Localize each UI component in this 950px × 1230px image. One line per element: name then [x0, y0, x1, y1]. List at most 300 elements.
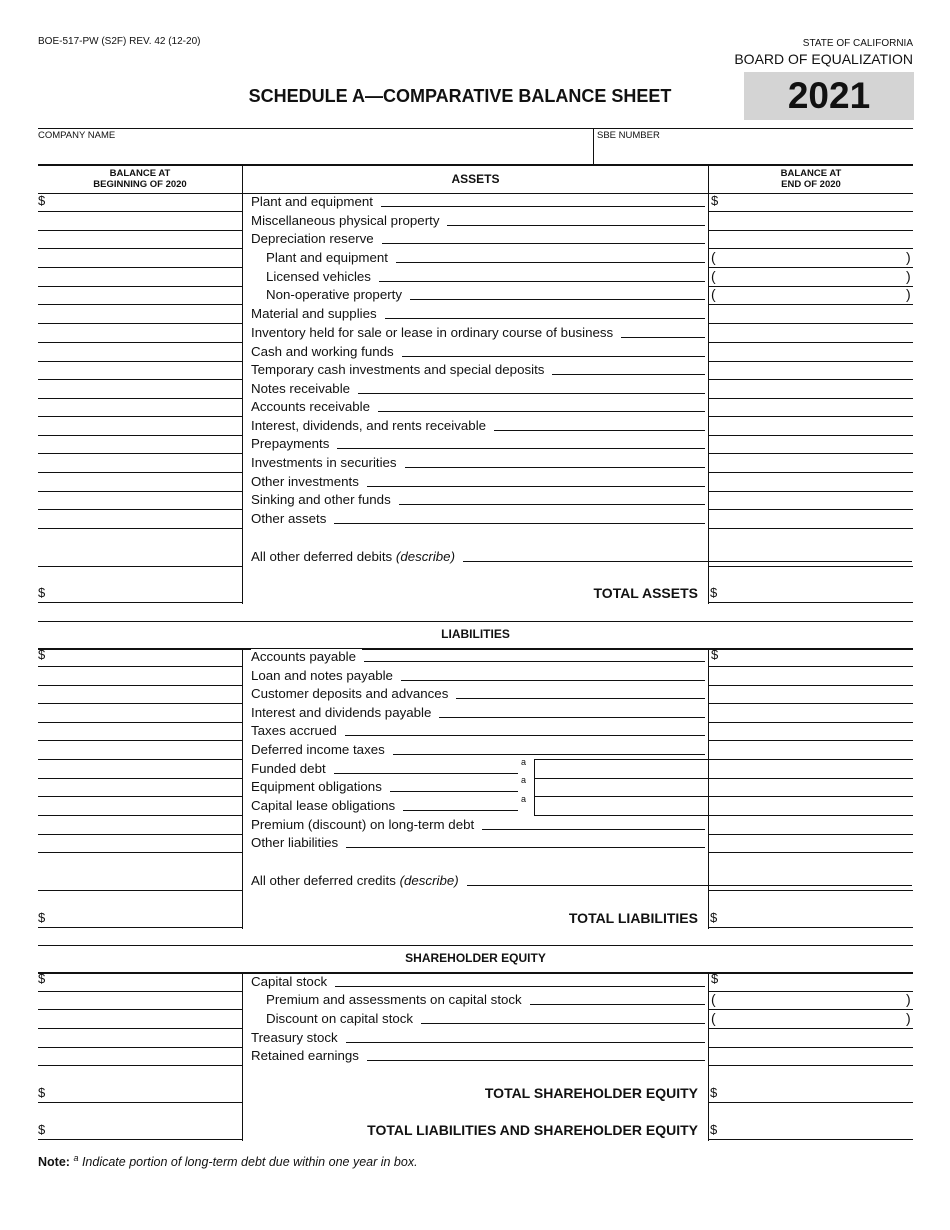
- asset-row-6: [266, 287, 408, 302]
- leader-line: [367, 1060, 705, 1061]
- row-label-text: Premium and assessments on capital stock: [266, 992, 528, 1007]
- form-id: BOE-517-PW (S2F) REV. 42 (12-20): [38, 36, 201, 47]
- total-line: [709, 1102, 913, 1103]
- asset-row-14-begin-input[interactable]: [40, 436, 240, 452]
- row-label-text: Capital lease obligations: [251, 798, 401, 813]
- leader-line: [358, 393, 705, 394]
- paren-close: ): [906, 1010, 911, 1026]
- asset-row-16-begin-input[interactable]: [40, 474, 240, 490]
- row-label-text: Prepayments: [251, 436, 335, 451]
- right-entry-line: [709, 453, 913, 454]
- row-label-text: Interest and dividends payable: [251, 705, 437, 720]
- paren-open: (: [711, 1010, 716, 1026]
- liability-row-10-begin-input[interactable]: [40, 817, 240, 833]
- leader-line: [345, 735, 705, 736]
- dollar-sign: $: [38, 1085, 46, 1100]
- box-divider: [534, 759, 535, 778]
- liabilities-header: LIABILITIES: [441, 627, 510, 641]
- liability-row-9: [251, 798, 401, 813]
- asset-row-7-begin-input[interactable]: [40, 306, 240, 322]
- company-name-label: COMPANY NAME: [38, 130, 116, 141]
- dollar-sign: $: [38, 910, 46, 925]
- row-label-text: Other assets: [251, 511, 332, 526]
- left-column-header: [38, 168, 242, 190]
- leader-line: [467, 885, 912, 886]
- right-entry-line: [709, 267, 913, 268]
- leader-line: [378, 411, 705, 412]
- liability-row-5-begin-input[interactable]: [40, 723, 240, 739]
- row-label-text: Licensed vehicles: [266, 269, 377, 284]
- row-label-text: Deferred income taxes: [251, 742, 391, 757]
- deferred-credits-label: [251, 873, 465, 888]
- leader-line: [334, 773, 518, 774]
- row-label-text: Other liabilities: [251, 835, 344, 850]
- col-divider-left-equity: [242, 972, 243, 1141]
- liabilities-top-rule: [38, 621, 913, 622]
- asset-row-5: [266, 269, 377, 284]
- right-entry-line: [709, 304, 913, 305]
- note-text: Indicate portion of long-term debt due within one year in box.: [81, 1155, 418, 1170]
- left-header-line-2: BEGINNING OF 2020: [93, 179, 187, 190]
- row-label-text: Equipment obligations: [251, 779, 388, 794]
- equity-row-1-begin-input[interactable]: [40, 974, 240, 990]
- asset-row-3-end-input[interactable]: [711, 231, 911, 247]
- right-header-line-2: END OF 2020: [781, 179, 841, 190]
- equity-row-5-begin-input[interactable]: [40, 1048, 240, 1064]
- dollar-sign: $: [710, 1122, 718, 1137]
- board-name: BOARD OF EQUALIZATION: [734, 51, 913, 67]
- leader-line: [393, 754, 705, 755]
- row-label-text: Loan and notes payable: [251, 668, 399, 683]
- asset-row-11-begin-input[interactable]: [40, 381, 240, 397]
- right-entry-line: [709, 703, 913, 704]
- total-equity-begin-input[interactable]: [40, 1085, 240, 1101]
- divider: [593, 128, 594, 164]
- leader-line: [399, 504, 705, 505]
- liability-row-8-end-input[interactable]: [711, 779, 911, 795]
- right-header-line-1: BALANCE AT: [780, 168, 842, 179]
- row-label-text: Retained earnings: [251, 1048, 365, 1063]
- row-label-text: Taxes accrued: [251, 723, 343, 738]
- liability-row-7-end-input[interactable]: [711, 761, 911, 777]
- liability-row-11: [251, 835, 344, 850]
- row-label-text: Temporary cash investments and special deposits: [251, 362, 550, 377]
- liability-row-1-begin-input[interactable]: [40, 649, 240, 665]
- paren-close: ): [906, 249, 911, 265]
- total-liabilities-label: TOTAL LIABILITIES: [568, 910, 698, 926]
- liability-row-6: [251, 742, 391, 757]
- asset-row-9-end-input[interactable]: [711, 344, 911, 360]
- liability-row-4: [251, 705, 437, 720]
- row-label-text: Plant and equipment: [251, 194, 379, 209]
- leader-line: [552, 374, 705, 375]
- row-label-text: Cash and working funds: [251, 344, 400, 359]
- asset-row-8-begin-input[interactable]: [40, 325, 240, 341]
- paren-open: (: [711, 286, 716, 302]
- left-entry-line: [38, 267, 242, 268]
- assets-header: ASSETS: [451, 172, 500, 186]
- leader-line: [337, 448, 705, 449]
- equity-row-4: [251, 1030, 344, 1045]
- leader-line: [346, 847, 705, 848]
- liability-row-7: [251, 761, 332, 776]
- right-entry-line: [709, 1009, 913, 1010]
- row-label-text: Investments in securities: [251, 455, 403, 470]
- asset-row-1-begin-input[interactable]: [40, 194, 240, 210]
- deferred-debits-label: [251, 549, 461, 564]
- leader-line: [385, 318, 705, 319]
- right-entry-line: [709, 472, 913, 473]
- total-line: [38, 1139, 242, 1140]
- liability-row-11-begin-input[interactable]: [40, 835, 240, 851]
- asset-row-2-begin-input[interactable]: [40, 213, 240, 229]
- right-entry-line: [709, 759, 913, 760]
- left-entry-line: [38, 566, 242, 567]
- asset-row-5-end-input[interactable]: [711, 269, 911, 285]
- left-entry-line: [38, 1028, 242, 1029]
- leader-line: [439, 717, 705, 718]
- dollar-sign: $: [38, 647, 46, 662]
- liability-row-11-end-input[interactable]: [711, 835, 911, 851]
- equity-row-1: [251, 974, 333, 989]
- asset-row-11-end-input[interactable]: [711, 381, 911, 397]
- asset-row-3-begin-input[interactable]: [40, 231, 240, 247]
- liability-row-9-end-input[interactable]: [711, 798, 911, 814]
- company-name-field[interactable]: [38, 142, 588, 162]
- asset-row-9-begin-input[interactable]: [40, 344, 240, 360]
- right-entry-line: [709, 416, 913, 417]
- total-line: [709, 602, 913, 603]
- year-box: 2021: [744, 72, 914, 120]
- col-divider-right-liab: [708, 648, 709, 929]
- asset-row-15-begin-input[interactable]: [40, 455, 240, 471]
- liability-row-5-end-input[interactable]: [711, 723, 911, 739]
- total-equity-label: TOTAL SHAREHOLDER EQUITY: [484, 1085, 698, 1101]
- left-entry-line: [38, 852, 242, 853]
- asset-row-13-end-input[interactable]: [711, 418, 911, 434]
- asset-row-1: [251, 194, 379, 209]
- deferred-debits-text: All other deferred debits: [251, 549, 393, 564]
- leader-line: [390, 791, 518, 792]
- col-divider-right-equity: [708, 972, 709, 1141]
- right-entry-line: [709, 248, 913, 249]
- leader-line: [421, 1023, 705, 1024]
- asset-row-4: [266, 250, 394, 265]
- left-entry-line: [38, 453, 242, 454]
- leader-line: [447, 225, 705, 226]
- asset-row-8: [251, 325, 619, 340]
- row-label-text: Treasury stock: [251, 1030, 344, 1045]
- right-entry-line: [709, 1065, 913, 1066]
- asset-row-15-end-input[interactable]: [711, 455, 911, 471]
- total-line: [38, 927, 242, 928]
- right-entry-line: [709, 566, 913, 567]
- deferred-credits-text: All other deferred credits: [251, 873, 396, 888]
- asset-row-10-begin-input[interactable]: [40, 362, 240, 378]
- asset-row-6-begin-input[interactable]: [40, 287, 240, 303]
- equity-header: SHAREHOLDER EQUITY: [405, 951, 546, 965]
- equity-row-5: [251, 1048, 365, 1063]
- equity-row-2-end-input[interactable]: [711, 992, 911, 1008]
- equity-row-3-end-input[interactable]: [711, 1011, 911, 1027]
- dollar-sign: $: [38, 1122, 46, 1137]
- row-label-text: Other investments: [251, 474, 365, 489]
- left-entry-line: [38, 1009, 242, 1010]
- equity-row-3: [266, 1011, 419, 1026]
- liability-row-2: [251, 668, 399, 683]
- asset-row-4-begin-input[interactable]: [40, 250, 240, 266]
- asset-row-15: [251, 455, 403, 470]
- leader-line: [405, 467, 705, 468]
- right-column-header: [709, 168, 913, 190]
- leader-line: [335, 986, 705, 987]
- liability-row-4-begin-input[interactable]: [40, 705, 240, 721]
- grand-total-label: TOTAL LIABILITIES AND SHAREHOLDER EQUITY: [367, 1122, 698, 1138]
- right-entry-line: [709, 528, 913, 529]
- leader-line: [410, 299, 705, 300]
- left-entry-line: [38, 323, 242, 324]
- note-label: Note:: [38, 1155, 70, 1170]
- current-portion-box[interactable]: [536, 779, 706, 795]
- sbe-number-field[interactable]: [597, 142, 907, 162]
- leader-line: [396, 262, 705, 263]
- grand-total-end-input[interactable]: [711, 1122, 911, 1138]
- describe-note: (describe): [399, 873, 459, 888]
- col-divider-left-assets: [242, 164, 243, 604]
- left-entry-line: [38, 509, 242, 510]
- total-line: [38, 1102, 242, 1103]
- total-assets-begin-input[interactable]: [40, 585, 240, 601]
- row-label-text: Capital stock: [251, 974, 333, 989]
- equity-top-rule: [38, 945, 913, 946]
- asset-row-17-end-input[interactable]: [711, 492, 911, 508]
- leader-line: [530, 1004, 705, 1005]
- note-mark: a: [73, 1153, 79, 1163]
- paren-close: ): [906, 286, 911, 302]
- liability-row-3-begin-input[interactable]: [40, 686, 240, 702]
- liability-row-7-begin-input[interactable]: [40, 761, 240, 777]
- right-entry-line: [709, 509, 913, 510]
- asset-row-14-end-input[interactable]: [711, 436, 911, 452]
- right-entry-line: [709, 1028, 913, 1029]
- row-label-text: Material and supplies: [251, 306, 383, 321]
- asset-row-13-begin-input[interactable]: [40, 418, 240, 434]
- liability-row-1: [251, 649, 362, 664]
- asset-row-10-end-input[interactable]: [711, 362, 911, 378]
- equity-row-2: [266, 992, 528, 1007]
- asset-row-14: [251, 436, 335, 451]
- row-label-text: Sinking and other funds: [251, 492, 397, 507]
- liability-row-6-begin-input[interactable]: [40, 742, 240, 758]
- leader-line: [456, 698, 705, 699]
- box-line: [534, 815, 708, 816]
- asset-row-12: [251, 399, 376, 414]
- asset-row-8-end-input[interactable]: [711, 325, 911, 341]
- footnote-mark: a: [521, 775, 527, 785]
- equity-row-4-begin-input[interactable]: [40, 1030, 240, 1046]
- leader-line: [364, 661, 705, 662]
- row-label-text: Discount on capital stock: [266, 1011, 419, 1026]
- left-entry-line: [38, 740, 242, 741]
- asset-row-9: [251, 344, 400, 359]
- left-entry-line: [38, 528, 242, 529]
- top-rule: [38, 128, 913, 129]
- left-entry-line: [38, 815, 242, 816]
- asset-row-18: [251, 511, 332, 526]
- left-entry-line: [38, 759, 242, 760]
- asset-row-7-end-input[interactable]: [711, 306, 911, 322]
- asset-row-2: [251, 213, 445, 228]
- left-entry-line: [38, 472, 242, 473]
- right-entry-line: [709, 815, 913, 816]
- dollar-sign: $: [711, 193, 719, 208]
- asset-row-17: [251, 492, 397, 507]
- asset-row-16: [251, 474, 365, 489]
- left-entry-line: [38, 416, 242, 417]
- dollar-sign: $: [38, 193, 46, 208]
- leader-line: [382, 243, 705, 244]
- asset-row-18-begin-input[interactable]: [40, 511, 240, 527]
- liability-row-3-end-input[interactable]: [711, 686, 911, 702]
- leader-line: [482, 829, 705, 830]
- asset-row-7: [251, 306, 383, 321]
- right-entry-line: [709, 342, 913, 343]
- left-entry-line: [38, 342, 242, 343]
- equity-row-5-end-input[interactable]: [711, 1048, 911, 1064]
- liability-row-5: [251, 723, 343, 738]
- left-entry-line: [38, 304, 242, 305]
- dollar-sign: $: [710, 910, 718, 925]
- total-assets-end-input[interactable]: [711, 585, 911, 601]
- row-label-text: Inventory held for sale or lease in ordinary course of business: [251, 325, 619, 340]
- left-entry-line: [38, 703, 242, 704]
- footnote-mark: a: [521, 757, 527, 767]
- liability-row-3: [251, 686, 454, 701]
- liability-row-10-end-input[interactable]: [711, 817, 911, 833]
- equity-row-1-end-input[interactable]: [711, 974, 911, 990]
- total-assets-label: TOTAL ASSETS: [593, 585, 698, 601]
- left-entry-line: [38, 211, 242, 212]
- dollar-sign: $: [38, 585, 46, 600]
- equity-row-4-end-input[interactable]: [711, 1030, 911, 1046]
- leader-line: [334, 523, 705, 524]
- right-entry-line: [709, 323, 913, 324]
- asset-row-4-end-input[interactable]: [711, 250, 911, 266]
- row-label-text: Depreciation reserve: [251, 231, 380, 246]
- liability-row-1-end-input[interactable]: [711, 649, 911, 665]
- equity-row-3-begin-input[interactable]: [40, 1011, 240, 1027]
- equity-row-2-begin-input[interactable]: [40, 992, 240, 1008]
- right-entry-line: [709, 740, 913, 741]
- liability-row-2-begin-input[interactable]: [40, 668, 240, 684]
- page-title: SCHEDULE A—COMPARATIVE BALANCE SHEET: [248, 86, 672, 106]
- liability-row-8-begin-input[interactable]: [40, 779, 240, 795]
- total-liabilities-end-input[interactable]: [711, 910, 911, 926]
- leader-line: [401, 680, 705, 681]
- leader-line: [367, 486, 705, 487]
- sbe-number-label: SBE NUMBER: [597, 130, 660, 141]
- left-entry-line: [38, 796, 242, 797]
- box-divider: [534, 796, 535, 815]
- leader-line: [381, 206, 705, 207]
- row-label-text: Customer deposits and advances: [251, 686, 454, 701]
- header-rule: [38, 164, 913, 166]
- leader-line: [494, 430, 705, 431]
- asset-row-16-end-input[interactable]: [711, 474, 911, 490]
- left-entry-line: [38, 890, 242, 891]
- asset-row-3: [251, 231, 380, 246]
- row-label-text: Notes receivable: [251, 381, 356, 396]
- leader-line: [379, 281, 705, 282]
- state-name: STATE OF CALIFORNIA: [802, 38, 913, 49]
- row-label-text: Plant and equipment: [266, 250, 394, 265]
- paren-open: (: [711, 249, 716, 265]
- left-entry-line: [38, 1065, 242, 1066]
- box-divider: [534, 777, 535, 796]
- right-entry-line: [709, 666, 913, 667]
- total-liabilities-begin-input[interactable]: [40, 910, 240, 926]
- paren-close: ): [906, 991, 911, 1007]
- liability-row-4-end-input[interactable]: [711, 705, 911, 721]
- asset-row-1-end-input[interactable]: [711, 194, 911, 210]
- asset-row-12-begin-input[interactable]: [40, 399, 240, 415]
- dollar-sign: $: [710, 1085, 718, 1100]
- asset-row-13: [251, 418, 492, 433]
- liability-row-2-end-input[interactable]: [711, 668, 911, 684]
- right-entry-line: [709, 890, 913, 891]
- asset-row-5-begin-input[interactable]: [40, 269, 240, 285]
- asset-row-17-begin-input[interactable]: [40, 492, 240, 508]
- asset-row-12-end-input[interactable]: [711, 399, 911, 415]
- total-line: [709, 1139, 913, 1140]
- current-portion-box[interactable]: [536, 798, 706, 814]
- row-label-text: Funded debt: [251, 761, 332, 776]
- asset-row-18-end-input[interactable]: [711, 511, 911, 527]
- right-entry-line: [709, 211, 913, 212]
- asset-row-6-end-input[interactable]: [711, 287, 911, 303]
- left-entry-line: [38, 379, 242, 380]
- leader-line: [621, 337, 705, 338]
- dollar-sign: $: [711, 971, 719, 986]
- left-header-line-1: BALANCE AT: [109, 168, 171, 179]
- footnote-mark: a: [521, 794, 527, 804]
- leader-line: [402, 356, 705, 357]
- right-entry-line: [709, 379, 913, 380]
- leader-line: [403, 810, 518, 811]
- liability-row-9-begin-input[interactable]: [40, 798, 240, 814]
- total-line: [38, 602, 242, 603]
- box-line: [534, 796, 708, 797]
- footnote: [38, 1153, 418, 1169]
- right-entry-line: [709, 796, 913, 797]
- dollar-sign: $: [710, 585, 718, 600]
- left-entry-line: [38, 248, 242, 249]
- asset-row-11: [251, 381, 356, 396]
- liability-row-8: [251, 779, 388, 794]
- grand-total-begin-input[interactable]: [40, 1122, 240, 1138]
- dollar-sign: $: [711, 647, 719, 662]
- row-label-text: Accounts receivable: [251, 399, 376, 414]
- liability-row-6-end-input[interactable]: [711, 742, 911, 758]
- box-top-line: [534, 759, 708, 760]
- current-portion-box[interactable]: [536, 761, 706, 777]
- describe-note: (describe): [395, 549, 456, 564]
- paren-open: (: [711, 991, 716, 1007]
- row-label-text: Non-operative property: [266, 287, 408, 302]
- asset-row-2-end-input[interactable]: [711, 213, 911, 229]
- col-divider-left-liab: [242, 648, 243, 929]
- total-equity-end-input[interactable]: [711, 1085, 911, 1101]
